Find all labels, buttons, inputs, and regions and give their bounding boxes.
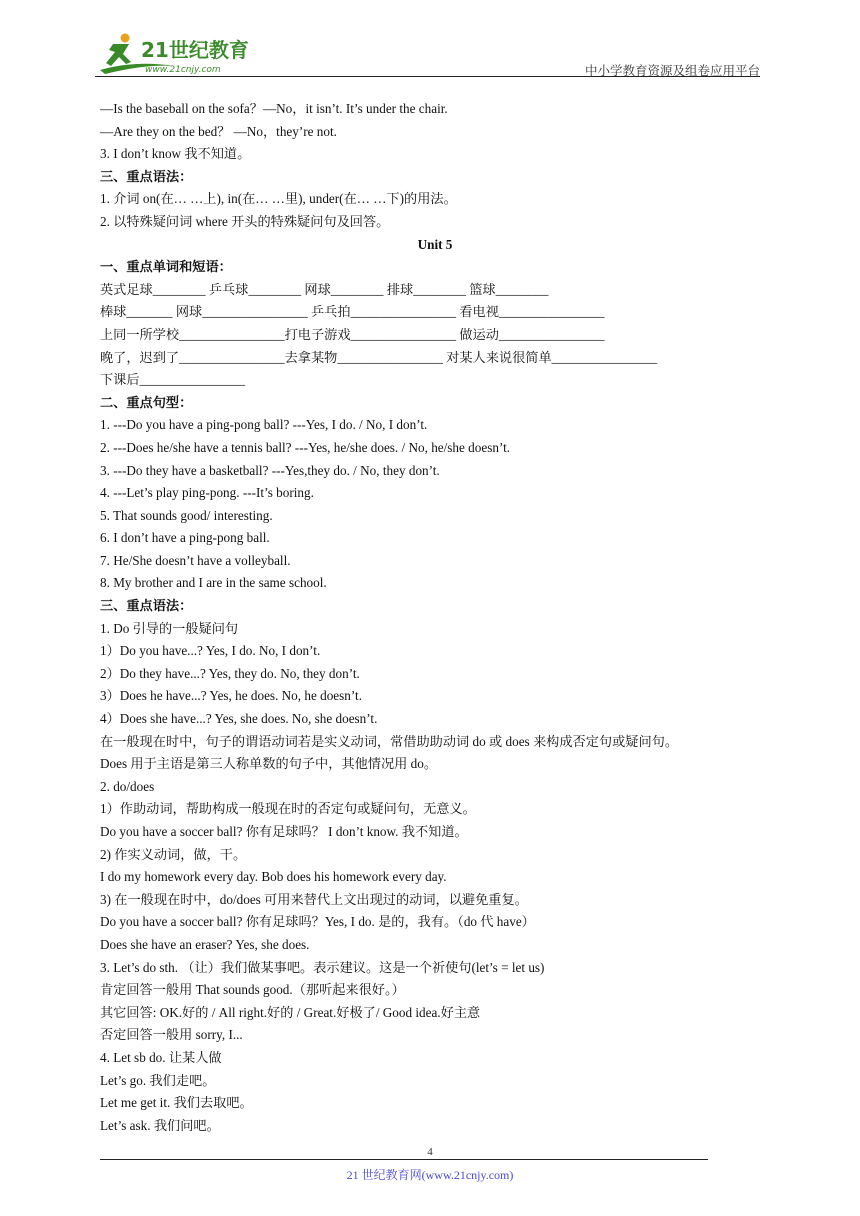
- text-line: Let’s go. 我们走吧。: [100, 1072, 216, 1088]
- text-line: 5. That sounds good/ interesting.: [100, 507, 273, 523]
- page-number: 4: [427, 1146, 433, 1158]
- logo: [95, 30, 265, 76]
- text-line: 2) 作实义动词，做，干。: [100, 846, 247, 862]
- footer-site: 21 世纪教育网(www.21cnjy.com): [346, 1168, 514, 1182]
- text-line: 7. He/She doesn’t have a volleyball.: [100, 552, 291, 568]
- text-line: 否定回答一般用 sorry, I...: [100, 1027, 243, 1043]
- logo-url: www.21cnjy.com: [145, 65, 221, 75]
- text-line: 8. My brother and I are in the same school.: [100, 575, 327, 591]
- logo-text: 21世纪教育: [141, 38, 249, 62]
- text-line: Let me get it. 我们去取吧。: [100, 1095, 253, 1111]
- text-line: 1）作助动词，帮助构成一般现在时的否定句或疑问句，无意义。: [100, 801, 476, 817]
- text-line: 1）Do you have...? Yes, I do. No, I don’t.: [100, 643, 321, 659]
- text-line: 2）Do they have...? Yes, they do. No, they don’t.: [100, 665, 360, 681]
- document-body: [100, 98, 770, 1137]
- text-line: 英式足球________ 乒乓球________ 网球________ 排球________ 篮球________: [100, 281, 549, 297]
- section-heading: 二、重点句型：: [100, 394, 193, 410]
- text-line: 3）Does he have...? Yes, he does. No, he doesn’t.: [100, 688, 362, 704]
- text-line: 下课后________________: [100, 372, 246, 388]
- text-line: 3) 在一般现在时中，do/does 可用来替代上文出现过的动词，以避免重复。: [100, 891, 528, 907]
- unit-title: Unit 5: [417, 236, 453, 252]
- text-line: 其它回答: OK.好的 / All right.好的 / Great.好极了/ Good idea.好主意: [100, 1004, 481, 1020]
- header-divider: [95, 76, 760, 77]
- text-line: 6. I don’t have a ping-pong ball.: [100, 530, 270, 546]
- text-line: 4）Does she have...? Yes, she does. No, she doesn’t.: [100, 711, 378, 727]
- text-line: 在一般现在时中，句子的谓语动词若是实义动词，常借助助动词 do 或 does 来构成否定句或疑问句。: [100, 733, 679, 749]
- text-line: Does she have an eraser? Yes, she does.: [100, 936, 310, 952]
- text-line: 3. I don’t know 我不知道。: [100, 146, 251, 162]
- text-line: 肯定回答一般用 That sounds good.（那听起来很好。）: [100, 982, 405, 998]
- text-line: Do you have a soccer ball? 你有足球吗？Yes, I do. 是的，我有。（do 代 have）: [100, 914, 535, 930]
- text-line: Do you have a soccer ball? 你有足球吗？ I don’t know. 我不知道。: [100, 824, 468, 839]
- text-line: —Are they on the bed？ —No，they’re not.: [100, 123, 337, 139]
- text-line: 棒球_______ 网球________________ 乒乓拍________________ 看电视________________: [100, 304, 605, 320]
- text-line: Does 用于主语是第三人称单数的句子中，其他情况用 do。: [100, 756, 438, 772]
- platform-name: 中小学教育资源及组卷应用平台: [584, 64, 760, 78]
- text-line: 4. Let sb do. 让某人做: [100, 1049, 222, 1065]
- text-line: 晚了，迟到了________________去拿某物________________ 对某人来说很简单________________: [100, 349, 658, 365]
- text-line: 上同一所学校________________打电子游戏________________ 做运动________________: [100, 326, 605, 342]
- section-heading: 三、重点语法：: [100, 598, 193, 614]
- section-heading: 一、重点单词和短语：: [100, 259, 232, 275]
- text-line: 4. ---Let’s play ping-pong. ---It’s boring.: [100, 485, 314, 501]
- footer-divider: [100, 1159, 708, 1160]
- text-line: —Is the baseball on the sofa？—No，it isn’t. It’s under the chair.: [100, 101, 448, 116]
- page-header: [95, 30, 760, 78]
- text-line: 2. ---Does he/she have a tennis ball? ---Yes, he/she does. / No, he/she doesn’t.: [100, 439, 511, 455]
- text-line: 2. 以特殊疑问词 where 开头的特殊疑问句及回答。: [100, 213, 390, 229]
- text-line: 1. ---Do you have a ping-pong ball? ---Yes, I do. / No, I don’t.: [100, 417, 428, 433]
- text-line: 1. 介词 on(在… …上), in(在… …里), under(在… …下)的用法。: [100, 191, 457, 207]
- text-line: 3. ---Do they have a basketball? ---Yes,they do. / No, they don’t.: [100, 462, 440, 478]
- text-line: 3. Let’s do sth. （让）我们做某事吧。表示建议。这是一个祈使句(let’s = let us): [100, 959, 545, 975]
- text-line: I do my homework every day. Bob does his homework every day.: [100, 869, 447, 885]
- section-heading: 三、重点语法：: [100, 168, 193, 184]
- text-line: 1. Do 引导的一般疑问句: [100, 620, 239, 636]
- text-line: Let’s ask. 我们问吧。: [100, 1117, 220, 1133]
- text-line: 2. do/does: [100, 778, 155, 794]
